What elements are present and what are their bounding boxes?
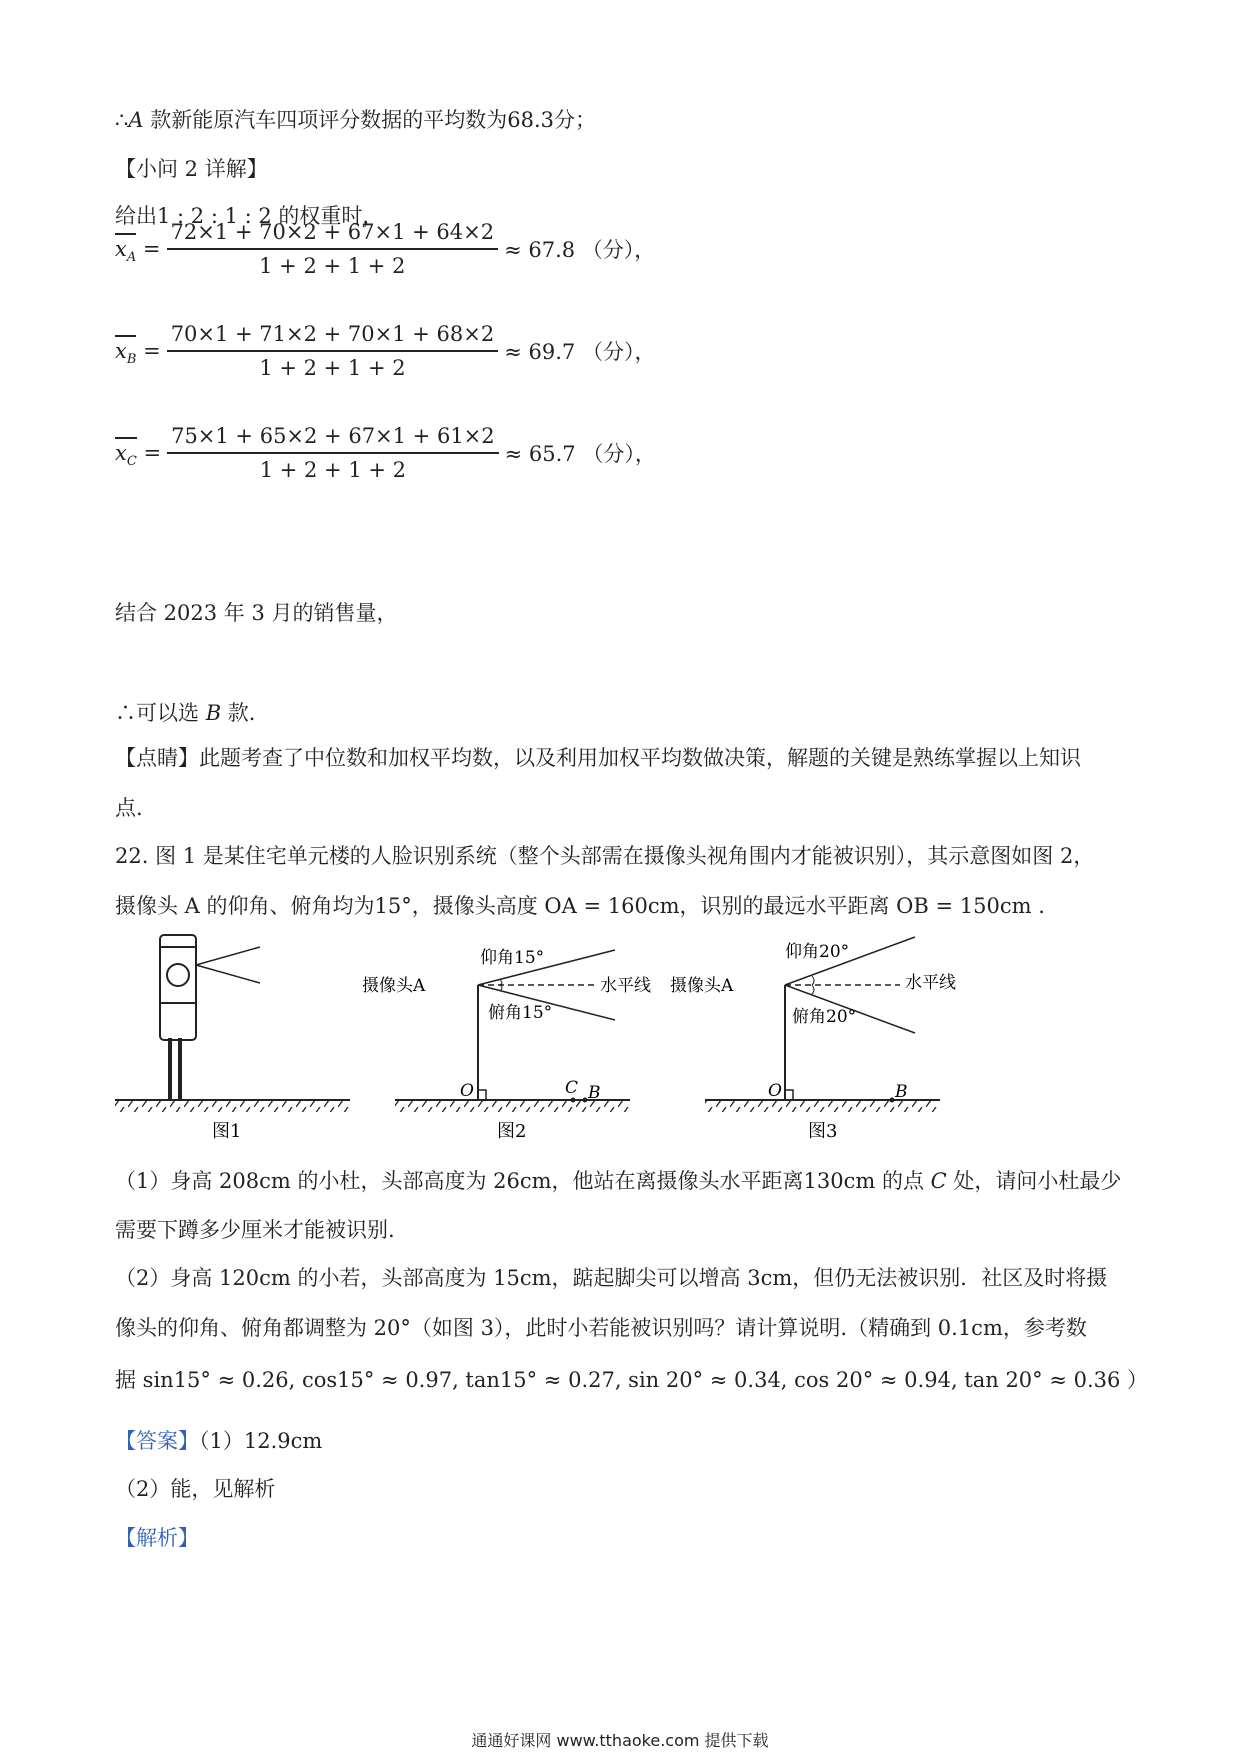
comment-line-2: 点.: [115, 796, 143, 820]
text-line-conclusion: ∴可以选 B 款.: [115, 701, 256, 725]
section-heading-q2: 【小问 2 详解】: [115, 157, 268, 181]
fig3-elevation-label: 仰角20°: [785, 942, 850, 962]
figures: [100, 925, 1150, 1150]
fig2-elevation-label: 仰角15°: [480, 948, 545, 968]
fraction: $\frac{70\times 1 + 71\times 2 + 70\times 1 + 68\times 2}{1 + 2 + 1 + 2}$: [167, 322, 499, 380]
equation-B: $x_B$ = $\frac{70\times 1 + 71\times 2 + 70\times 1 + 68\times 2}{1 + 2 + 1 + 2}$ ≈ 69.7 （分），: [115, 322, 656, 380]
comment-line-1: 【点睛】此题考查了中位数和加权平均数，以及利用加权平均数做决策，解题的关键是熟练掌握以上知识: [115, 746, 1081, 770]
answer-line-1: 【答案】（1）12.9cm: [115, 1429, 323, 1453]
fig3-depression-label: 俯角20°: [792, 1007, 857, 1027]
page-footer: 通通好课网 www.tthaoke.com 提供下载: [471, 1731, 769, 1750]
question-22-line-1: 22. 图 1 是某住宅单元楼的人脸识别系统（整个头部需在摄像头视角围内才能被识别），其示意图如图 2，: [115, 844, 1095, 868]
fig2-point-O: O: [460, 1081, 474, 1101]
mean-symbol: $x_A$: [115, 233, 136, 265]
text-line-weights: 给出1 : 2 : 1 : 2 的权重时，: [115, 204, 384, 228]
answer-line-2: （2）能，见解析: [115, 1477, 276, 1501]
question-22-part-1-line-1: （1）身高 208cm 的小杜，头部高度为 26cm，他站在离摄像头水平距离130cm 的点 C 处，请问小杜最少: [115, 1169, 1122, 1193]
equation-A: $x_A$ = $\frac{72\times 1 + 70\times 2 + 67\times 1 + 64\times 2}{1 + 2 + 1 + 2}$ ≈ 67.8 （分），: [115, 220, 656, 278]
question-22-reference-data: 据 sin15° ≈ 0.26, cos15° ≈ 0.97, tan15° ≈ 0.27, sin 20° ≈ 0.34, cos 20° ≈ 0.94, tan 20° ≈ 0.36 ）: [115, 1368, 1149, 1392]
equation-C: $x_C$ = $\frac{75\times 1 + 65\times 2 + 67\times 1 + 61\times 2}{1 + 2 + 1 + 2}$ ≈ 65.7 （分），: [115, 424, 656, 482]
text-line-average: ∴A 款新能原汽车四项评分数据的平均数为68.3分；: [115, 108, 596, 132]
fig3-point-O: O: [768, 1081, 782, 1101]
analysis-label: 【解析】: [115, 1526, 199, 1550]
fig3-point-B: B: [895, 1082, 908, 1102]
fig2-point-B: B: [588, 1083, 601, 1103]
figure-2-caption: 图2: [497, 1121, 527, 1142]
fig2-point-C: C: [565, 1078, 579, 1098]
figure-1-caption: 图1: [212, 1121, 242, 1142]
fraction: $\frac{75\times 1 + 65\times 2 + 67\times 1 + 61\times 2}{1 + 2 + 1 + 2}$: [167, 424, 499, 482]
figure-1: [115, 935, 350, 1142]
figure-2: [362, 948, 651, 1142]
question-22-part-2-line-1: （2）身高 120cm 的小若，头部高度为 15cm，踮起脚尖可以增高 3cm，但仍无法被识别．社区及时将摄: [115, 1266, 1108, 1290]
text-line-sales: 结合 2023 年 3 月的销售量，: [115, 601, 398, 625]
fig2-camera-label: 摄像头A: [362, 976, 426, 996]
fig3-camera-label: 摄像头A: [670, 976, 734, 996]
question-22-part-1-line-2: 需要下蹲多少厘米才能被识别.: [115, 1218, 395, 1242]
mean-symbol: $x_C$: [115, 437, 137, 469]
figure-3-caption: 图3: [808, 1121, 838, 1142]
question-22-line-2: 摄像头 A 的仰角、俯角均为15°，摄像头高度 OA = 160cm，识别的最远水平距离 OB = 150cm .: [115, 894, 1045, 918]
fraction: $\frac{72\times 1 + 70\times 2 + 67\times 1 + 64\times 2}{1 + 2 + 1 + 2}$: [167, 220, 499, 278]
fig2-horizontal-label: 水平线: [600, 976, 651, 996]
answer-label: 【答案】: [115, 1429, 199, 1453]
figure-3: [670, 937, 956, 1142]
fig3-horizontal-label: 水平线: [905, 973, 956, 993]
mean-symbol: $x_B$: [115, 335, 136, 367]
question-22-part-2-line-2: 像头的仰角、俯角都调整为 20°（如图 3），此时小若能被识别吗？请计算说明.（精确到 0.1cm，参考数: [115, 1316, 1087, 1340]
fig2-depression-label: 俯角15°: [488, 1003, 553, 1023]
